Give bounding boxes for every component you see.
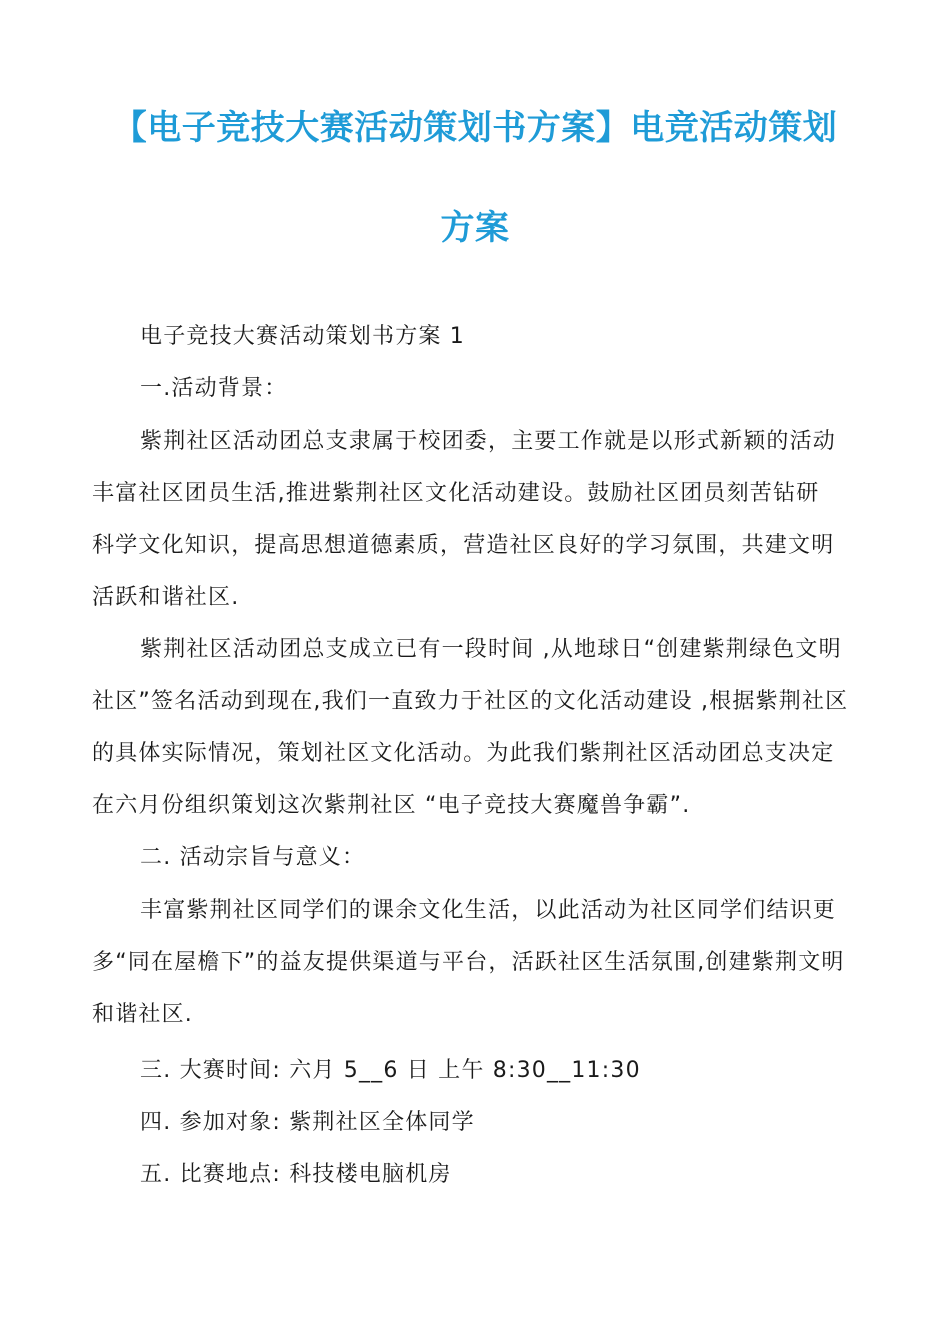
paragraph-3-line-2: 多“同在屋檐下”的益友提供渠道与平台，活跃社区生活氛围,创建紫荆文明 [92, 950, 845, 975]
section-1-heading: 一.活动背景： [140, 376, 288, 401]
paragraph-2-line-4: 在六月份组织策划这次紫荆社区 “电子竞技大赛魔兽争霸”. [92, 793, 691, 818]
paragraph-1-line-4: 活跃和谐社区. [92, 585, 240, 610]
paragraph-3-line-1: 丰富紫荆社区同学们的课余文化生活，以此活动为社区同学们结识更 [140, 898, 837, 923]
paragraph-1-line-2: 丰富社区团员生活,推进紫荆社区文化活动建设。鼓励社区团员刻苦钻研 [92, 481, 820, 506]
paragraph-2-line-2: 社区”签名活动到现在,我们一直致力于社区的文化活动建设 ,根据紫荆社区 [92, 689, 849, 714]
paragraph-1-line-1: 紫荆社区活动团总支隶属于校团委，主要工作就是以形式新颖的活动 [140, 429, 837, 454]
paragraph-2-line-3: 的具体实际情况，策划社区文化活动。为此我们紫荆社区活动团总支决定 [92, 741, 835, 766]
document-title-line-1: 【电子竞技大赛活动策划书方案】电竞活动策划 [112, 108, 838, 148]
paragraph-3-line-3: 和谐社区. [92, 1002, 193, 1027]
section-4-participants: 四. 参加对象: 紫荆社区全体同学 [140, 1110, 475, 1135]
paragraph-2-line-1: 紫荆社区活动团总支成立已有一段时间 ,从地球日“创建紫荆绿色文明 [140, 637, 842, 662]
section-2-heading: 二. 活动宗旨与意义： [140, 845, 366, 870]
section-5-location: 五. 比赛地点: 科技楼电脑机房 [140, 1162, 452, 1187]
document-subtitle: 电子竞技大赛活动策划书方案 1 [140, 324, 465, 349]
section-3-time: 三. 大赛时间: 六月 5__6 日 上午 8:30__11:30 [140, 1058, 641, 1083]
document-title-line-2: 方案 [440, 208, 510, 248]
paragraph-1-line-3: 科学文化知识，提高思想道德素质，营造社区良好的学习氛围，共建文明 [92, 533, 835, 558]
